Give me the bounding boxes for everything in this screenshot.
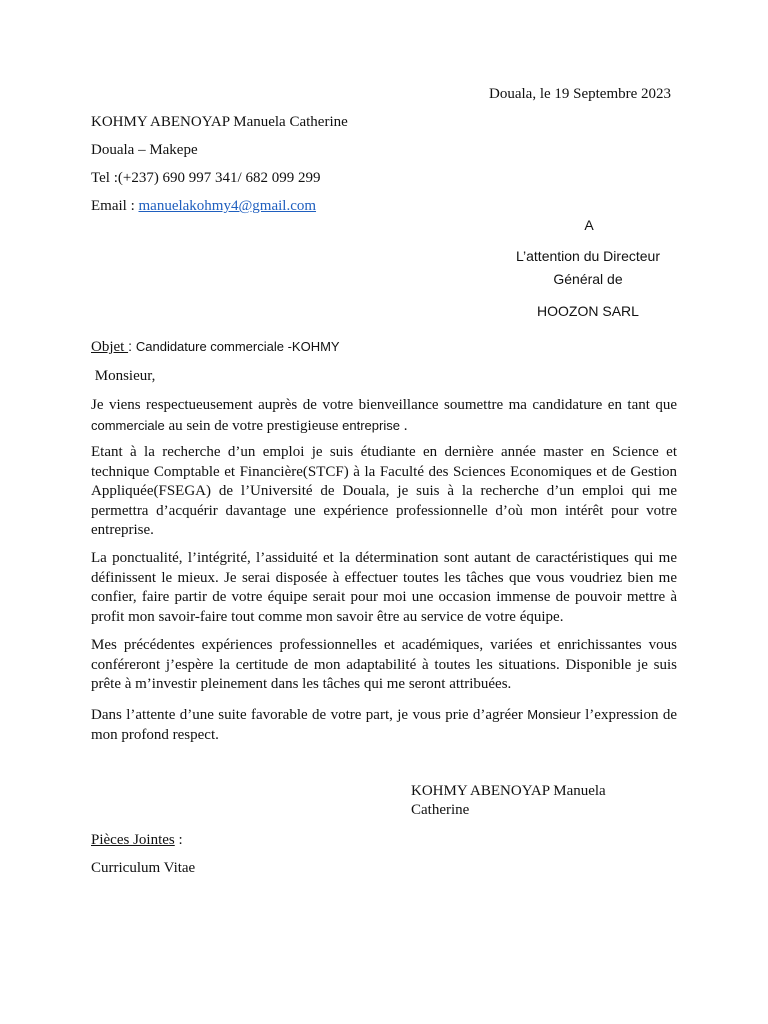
p1-text-e: . [399, 417, 408, 434]
p1-text-d: entreprise [342, 417, 400, 433]
recipient-line1: L’attention du Directeur [516, 248, 660, 264]
sender-email-line [91, 198, 316, 215]
salutation: Monsieur, [91, 368, 156, 384]
paragraph-4: Mes précédentes expériences professionnelles et académiques, variées et enrichissantes vous conféreront j’espère la certitude de mon adaptabilité à toutes les situations. Disponible je suis prête à m’investir pleinement dans les tâches qui me seront attribuées. [91, 637, 677, 692]
p5-text-b: Monsieur [527, 707, 581, 722]
paragraph-1 [91, 396, 677, 436]
subject-separator: : [128, 338, 136, 354]
sender-address: Douala – Makepe [91, 142, 198, 158]
p1-text-c: au sein de votre prestigieuse [164, 417, 343, 434]
p1-text-a: Je viens respectueusement auprès de votre bienveillance soumettre ma candidature en tant que [91, 397, 677, 413]
sender-name: KOHMY ABENOYAP Manuela Catherine [91, 114, 348, 130]
subject-line [91, 338, 340, 356]
attachments-heading [91, 832, 183, 849]
email-label: Email : [91, 198, 139, 214]
attachment-item: Curriculum Vitae [91, 860, 196, 876]
paragraph-3: La ponctualité, l’intégrité, l’assiduité et la détermination sont autant de caractéristiques qui me définissent le mieux. Je serai disposée à effectuer toutes les tâches que vous voudriez bien me confier, faire partir de votre équipe serait pour moi une occasion immense de pouvoir mettre à profit mon savoir-faire tout comme mon savoir être au service de votre équipe. [91, 550, 677, 625]
attachments-label: Pièces Jointes [91, 832, 175, 848]
recipient-a: A [584, 217, 594, 233]
email-link[interactable]: manuelakohmy4@gmail.com [138, 198, 317, 214]
date-line: Douala, le 19 Septembre 2023 [489, 86, 672, 102]
subject-label: Objet [91, 339, 129, 355]
attachments-separator: : [174, 832, 183, 848]
paragraph-2: Etant à la recherche d’un emploi je suis étudiante en dernière année master en Science et technique Comptable et Financière(STCF) à la Faculté des Sciences Economiques et de Gestion Appliquée(FSEGA) de l’Université de Douala, je suis à la recherche d’un emploi qui me permettra d’acquérir davantage une expérience professionnelle d’où mon intérêt pour votre entreprise. [91, 444, 677, 538]
signature-line1: KOHMY ABENOYAP Manuela [411, 783, 606, 799]
p1-text-b: commerciale [91, 417, 165, 433]
signature-line2: Catherine [411, 802, 470, 818]
recipient-company: HOOZON SARL [537, 303, 639, 319]
subject-text: Candidature commerciale -KOHMY [135, 339, 340, 354]
p5-text-c: l’expression de mon profond respect. [91, 707, 677, 743]
sender-phone: Tel :(+237) 690 997 341/ 682 099 299 [91, 170, 321, 186]
paragraph-5 [91, 705, 677, 745]
p5-text-a: Dans l’attente d’une suite favorable de votre part, je vous prie d’agréer [91, 707, 528, 723]
recipient-line2: Général de [553, 271, 623, 287]
